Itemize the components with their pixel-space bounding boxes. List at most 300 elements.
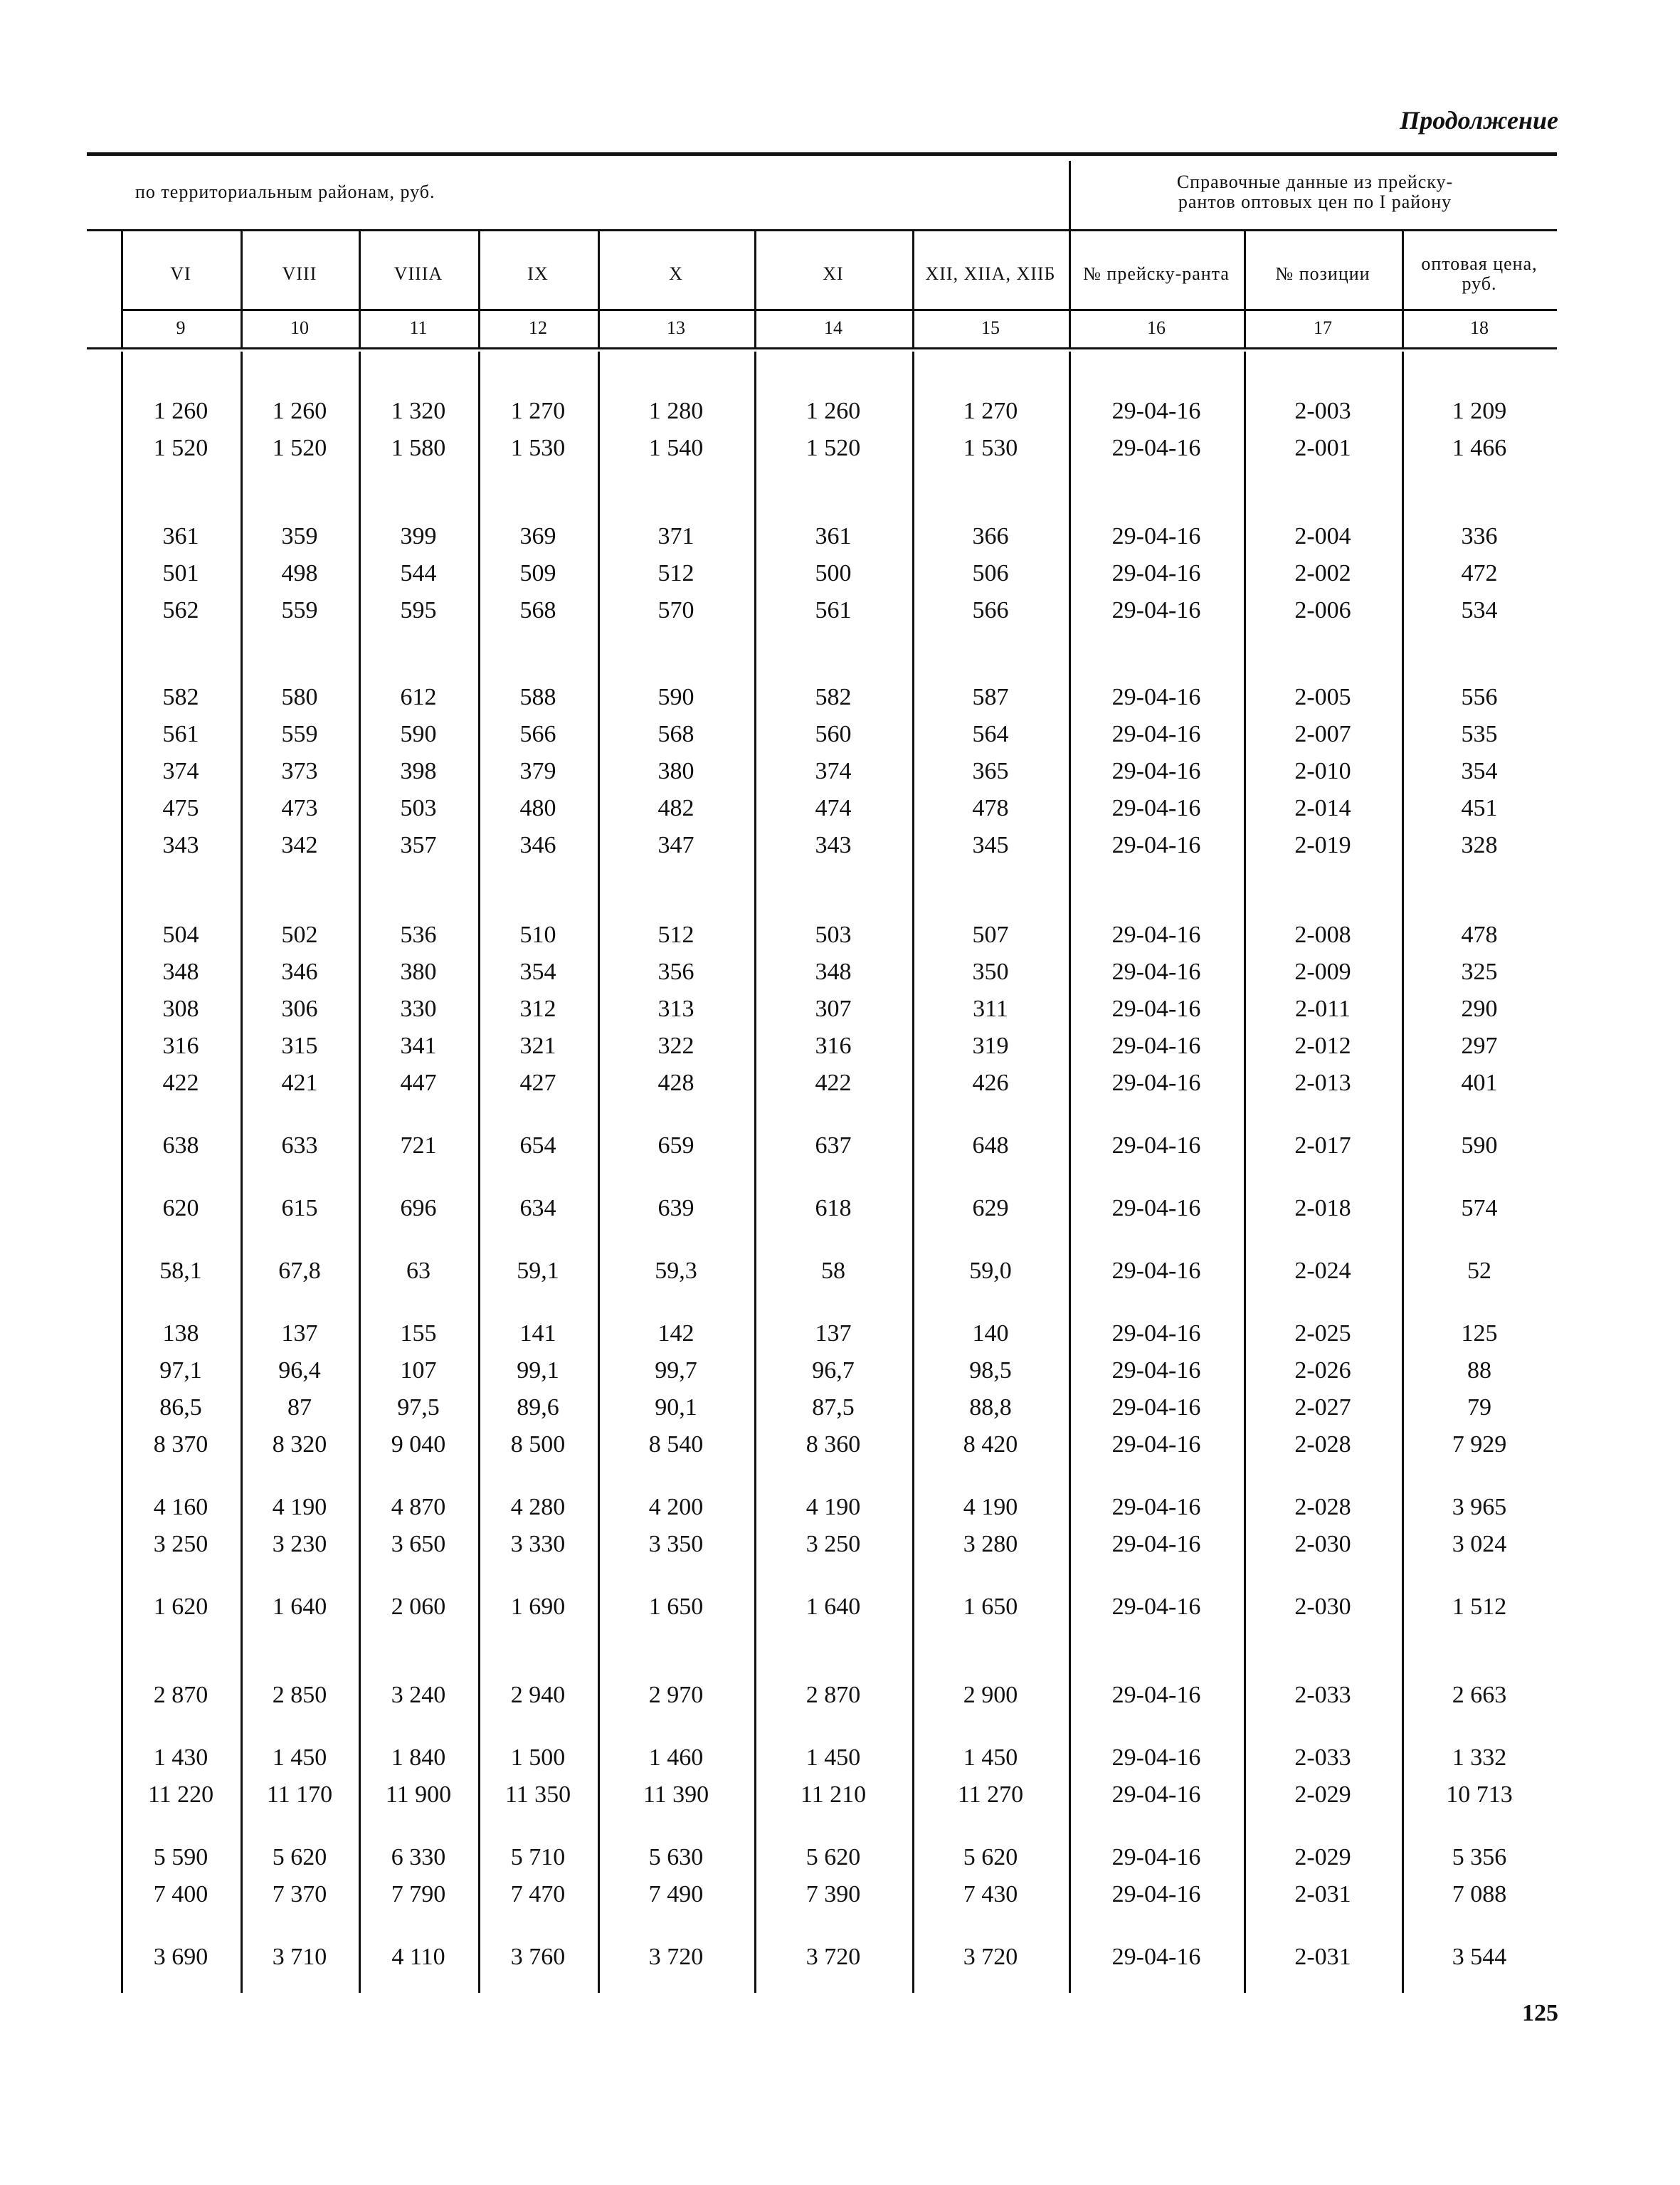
table-cell: 7 370 bbox=[272, 1881, 327, 1907]
column-header: X bbox=[669, 263, 683, 284]
table-cell: 8 540 bbox=[648, 1431, 704, 1458]
table-cell: 357 bbox=[400, 832, 437, 858]
table-cell: 2-033 bbox=[1294, 1682, 1351, 1708]
table-cell: 29-04-16 bbox=[1111, 1744, 1201, 1771]
table-cell: 629 bbox=[972, 1195, 1009, 1221]
table-cell: 2-018 bbox=[1294, 1195, 1351, 1221]
column-header: XII, XIIA, XIIБ bbox=[925, 263, 1056, 284]
table-cell: 8 360 bbox=[805, 1431, 861, 1458]
table-cell: 7 390 bbox=[805, 1881, 861, 1907]
column-number: 17 bbox=[1314, 317, 1332, 338]
table-cell: 422 bbox=[815, 1070, 852, 1096]
table-cell: 29-04-16 bbox=[1111, 1431, 1201, 1458]
table-cell: 107 bbox=[400, 1357, 437, 1384]
table-cell: 482 bbox=[657, 795, 694, 821]
table-cell: 4 870 bbox=[391, 1494, 446, 1520]
table-cell: 618 bbox=[815, 1195, 852, 1221]
column-header: XI bbox=[823, 263, 844, 284]
table-cell: 634 bbox=[519, 1195, 556, 1221]
table-cell: 59,1 bbox=[517, 1258, 559, 1284]
table-cell: 5 620 bbox=[272, 1844, 327, 1870]
table-cell: 8 320 bbox=[272, 1431, 327, 1458]
table-cell: 7 490 bbox=[648, 1881, 704, 1907]
column-header: IX bbox=[527, 263, 549, 284]
table-cell: 3 280 bbox=[963, 1531, 1018, 1557]
table-cell: 475 bbox=[162, 795, 199, 821]
table-cell: 512 bbox=[657, 560, 694, 586]
table-cell: 11 210 bbox=[800, 1781, 867, 1808]
table-cell: 1 650 bbox=[648, 1594, 704, 1620]
table-cell: 2-006 bbox=[1294, 597, 1351, 623]
table-cell: 359 bbox=[281, 523, 318, 549]
table-cell: 29-04-16 bbox=[1111, 684, 1201, 710]
table-cell: 86,5 bbox=[159, 1394, 202, 1421]
table-cell: 422 bbox=[162, 1070, 199, 1096]
table-cell: 63 bbox=[406, 1258, 430, 1284]
table-cell: 588 bbox=[519, 684, 556, 710]
table-cell: 1 620 bbox=[153, 1594, 208, 1620]
table-cell: 568 bbox=[519, 597, 556, 623]
table-cell: 480 bbox=[519, 795, 556, 821]
table-cell: 2-019 bbox=[1294, 832, 1351, 858]
table-cell: 401 bbox=[1461, 1070, 1498, 1096]
table-cell: 11 390 bbox=[643, 1781, 709, 1808]
table-cell: 1 450 bbox=[272, 1744, 327, 1771]
table-cell: 29-04-16 bbox=[1111, 1195, 1201, 1221]
table-cell: 98,5 bbox=[969, 1357, 1012, 1384]
table-cell: 574 bbox=[1461, 1195, 1498, 1221]
table-cell: 29-04-16 bbox=[1111, 959, 1201, 985]
table-cell: 2-031 bbox=[1294, 1881, 1351, 1907]
table-cell: 1 260 bbox=[805, 398, 861, 424]
table-cell: 2-007 bbox=[1294, 721, 1351, 747]
table-cell: 2-013 bbox=[1294, 1070, 1351, 1096]
table-cell: 312 bbox=[519, 996, 556, 1022]
table-cell: 90,1 bbox=[655, 1394, 697, 1421]
table-cell: 509 bbox=[519, 560, 556, 586]
table-cell: 29-04-16 bbox=[1111, 832, 1201, 858]
table-cell: 348 bbox=[815, 959, 852, 985]
table-cell: 564 bbox=[972, 721, 1009, 747]
group-header-reference-line1: Справочные данные из прейску- bbox=[1176, 172, 1454, 192]
table-cell: 398 bbox=[400, 758, 437, 784]
table-cell: 2-009 bbox=[1294, 959, 1351, 985]
table-cell: 8 420 bbox=[963, 1431, 1018, 1458]
table-cell: 29-04-16 bbox=[1111, 1394, 1201, 1421]
table-cell: 3 650 bbox=[391, 1531, 446, 1557]
table-cell: 7 790 bbox=[391, 1881, 446, 1907]
table-cell: 507 bbox=[972, 922, 1009, 948]
table-cell: 322 bbox=[657, 1033, 694, 1059]
column-number: 11 bbox=[409, 317, 428, 338]
table-cell: 8 370 bbox=[153, 1431, 208, 1458]
table-cell: 2-017 bbox=[1294, 1132, 1351, 1159]
table-cell: 366 bbox=[972, 523, 1009, 549]
table-cell: 379 bbox=[519, 758, 556, 784]
table-cell: 3 350 bbox=[648, 1531, 704, 1557]
table-cell: 612 bbox=[400, 684, 437, 710]
table-cell: 11 270 bbox=[957, 1781, 1024, 1808]
table-cell: 5 590 bbox=[153, 1844, 208, 1870]
table-cell: 52 bbox=[1467, 1258, 1491, 1284]
table-cell: 503 bbox=[815, 922, 852, 948]
table-cell: 3 024 bbox=[1452, 1531, 1507, 1557]
table-cell: 2-001 bbox=[1294, 435, 1351, 461]
table-cell: 350 bbox=[972, 959, 1009, 985]
table-cell: 290 bbox=[1461, 996, 1498, 1022]
table-cell: 535 bbox=[1461, 721, 1498, 747]
table-cell: 2-030 bbox=[1294, 1531, 1351, 1557]
table-cell: 1 466 bbox=[1452, 435, 1507, 461]
table-cell: 2-005 bbox=[1294, 684, 1351, 710]
column-header: VI bbox=[170, 263, 191, 284]
table-cell: 637 bbox=[815, 1132, 852, 1159]
table-cell: 99,1 bbox=[517, 1357, 559, 1384]
table-cell: 361 bbox=[162, 523, 199, 549]
table-cell: 315 bbox=[281, 1033, 318, 1059]
table-cell: 1 450 bbox=[963, 1744, 1018, 1771]
group-header-reference bbox=[1074, 172, 1555, 212]
table-cell: 1 332 bbox=[1452, 1744, 1507, 1771]
table-cell: 29-04-16 bbox=[1111, 435, 1201, 461]
table-cell: 29-04-16 bbox=[1111, 922, 1201, 948]
table-cell: 2-003 bbox=[1294, 398, 1351, 424]
table-cell: 2 060 bbox=[391, 1594, 446, 1620]
group-divider bbox=[1069, 161, 1071, 229]
table-cell: 512 bbox=[657, 922, 694, 948]
table-cell: 2-033 bbox=[1294, 1744, 1351, 1771]
table-cell: 29-04-16 bbox=[1111, 1033, 1201, 1059]
table-cell: 2 970 bbox=[648, 1682, 704, 1708]
table-cell: 474 bbox=[815, 795, 852, 821]
table-cell: 2-031 bbox=[1294, 1944, 1351, 1970]
table-cell: 316 bbox=[162, 1033, 199, 1059]
table-cell: 321 bbox=[519, 1033, 556, 1059]
table-cell: 4 200 bbox=[648, 1494, 704, 1520]
table-cell: 451 bbox=[1461, 795, 1498, 821]
table-cell: 96,4 bbox=[278, 1357, 321, 1384]
table-cell: 306 bbox=[281, 996, 318, 1022]
table-cell: 2 940 bbox=[510, 1682, 566, 1708]
table-cell: 4 160 bbox=[153, 1494, 208, 1520]
column-number: 9 bbox=[176, 317, 186, 338]
table-cell: 125 bbox=[1461, 1320, 1498, 1347]
table-cell: 2-011 bbox=[1294, 996, 1351, 1022]
table-cell: 510 bbox=[519, 922, 556, 948]
table-cell: 638 bbox=[162, 1132, 199, 1159]
table-cell: 345 bbox=[972, 832, 1009, 858]
table-cell: 87,5 bbox=[812, 1394, 855, 1421]
table-cell: 1 260 bbox=[153, 398, 208, 424]
table-cell: 1 450 bbox=[805, 1744, 861, 1771]
table-cell: 59,0 bbox=[969, 1258, 1012, 1284]
table-cell: 1 690 bbox=[510, 1594, 566, 1620]
table-cell: 341 bbox=[400, 1033, 437, 1059]
table-cell: 371 bbox=[657, 523, 694, 549]
table-cell: 328 bbox=[1461, 832, 1498, 858]
table-cell: 2-029 bbox=[1294, 1781, 1351, 1808]
table-cell: 1 520 bbox=[805, 435, 861, 461]
table-cell: 10 713 bbox=[1446, 1781, 1513, 1808]
table-cell: 473 bbox=[281, 795, 318, 821]
table-cell: 2-028 bbox=[1294, 1431, 1351, 1458]
table-cell: 426 bbox=[972, 1070, 1009, 1096]
table-cell: 2-028 bbox=[1294, 1494, 1351, 1520]
table-cell: 29-04-16 bbox=[1111, 1682, 1201, 1708]
table-cell: 506 bbox=[972, 560, 1009, 586]
table-cell: 155 bbox=[400, 1320, 437, 1347]
table-cell: 336 bbox=[1461, 523, 1498, 549]
column-header: оптовая цена, руб. bbox=[1421, 253, 1538, 294]
table-cell: 11 350 bbox=[504, 1781, 571, 1808]
table-cell: 96,7 bbox=[812, 1357, 855, 1384]
table-cell: 29-04-16 bbox=[1111, 597, 1201, 623]
table-cell: 1 640 bbox=[805, 1594, 861, 1620]
table-cell: 311 bbox=[973, 996, 1008, 1022]
header-rule bbox=[121, 309, 1557, 311]
table-cell: 29-04-16 bbox=[1111, 1944, 1201, 1970]
table-cell: 8 500 bbox=[510, 1431, 566, 1458]
table-cell: 5 630 bbox=[648, 1844, 704, 1870]
table-cell: 7 430 bbox=[963, 1881, 1018, 1907]
table-cell: 472 bbox=[1461, 560, 1498, 586]
table-cell: 2 900 bbox=[963, 1682, 1018, 1708]
table-cell: 721 bbox=[400, 1132, 437, 1159]
table-cell: 29-04-16 bbox=[1111, 398, 1201, 424]
table-cell: 2-026 bbox=[1294, 1357, 1351, 1384]
table-cell: 142 bbox=[657, 1320, 694, 1347]
table-cell: 504 bbox=[162, 922, 199, 948]
table-cell: 29-04-16 bbox=[1111, 1594, 1201, 1620]
table-cell: 428 bbox=[657, 1070, 694, 1096]
table-cell: 29-04-16 bbox=[1111, 1258, 1201, 1284]
table-cell: 6 330 bbox=[391, 1844, 446, 1870]
table-cell: 399 bbox=[400, 523, 437, 549]
table-cell: 3 710 bbox=[272, 1944, 327, 1970]
table-cell: 88 bbox=[1467, 1357, 1491, 1384]
table-cell: 297 bbox=[1461, 1033, 1498, 1059]
column-number: 10 bbox=[290, 317, 309, 338]
table-cell: 478 bbox=[1461, 922, 1498, 948]
table-cell: 3 544 bbox=[1452, 1944, 1507, 1970]
table-cell: 29-04-16 bbox=[1111, 523, 1201, 549]
column-number: 14 bbox=[824, 317, 842, 338]
table-cell: 140 bbox=[972, 1320, 1009, 1347]
column-number: 15 bbox=[981, 317, 1000, 338]
table-cell: 307 bbox=[815, 996, 852, 1022]
table-cell: 498 bbox=[281, 560, 318, 586]
group-rule-left bbox=[87, 229, 1069, 231]
table-cell: 11 220 bbox=[147, 1781, 214, 1808]
table-cell: 7 088 bbox=[1452, 1881, 1507, 1907]
table-cell: 369 bbox=[519, 523, 556, 549]
table-cell: 447 bbox=[400, 1070, 437, 1096]
table-cell: 88,8 bbox=[969, 1394, 1012, 1421]
table-cell: 313 bbox=[657, 996, 694, 1022]
table-cell: 29-04-16 bbox=[1111, 1494, 1201, 1520]
number-rule bbox=[87, 347, 1557, 349]
table-cell: 3 330 bbox=[510, 1531, 566, 1557]
table-cell: 3 250 bbox=[805, 1531, 861, 1557]
table-cell: 1 460 bbox=[648, 1744, 704, 1771]
table-cell: 1 640 bbox=[272, 1594, 327, 1620]
table-cell: 29-04-16 bbox=[1111, 795, 1201, 821]
table-cell: 2-012 bbox=[1294, 1033, 1351, 1059]
table-cell: 590 bbox=[657, 684, 694, 710]
table-cell: 138 bbox=[162, 1320, 199, 1347]
table-cell: 566 bbox=[519, 721, 556, 747]
table-cell: 29-04-16 bbox=[1111, 1357, 1201, 1384]
table-cell: 2 850 bbox=[272, 1682, 327, 1708]
table-cell: 500 bbox=[815, 560, 852, 586]
table-cell: 137 bbox=[815, 1320, 852, 1347]
table-cell: 1 520 bbox=[272, 435, 327, 461]
table-cell: 59,3 bbox=[655, 1258, 697, 1284]
table-cell: 89,6 bbox=[517, 1394, 559, 1421]
table-cell: 361 bbox=[815, 523, 852, 549]
table-cell: 5 710 bbox=[510, 1844, 566, 1870]
table-cell: 346 bbox=[519, 832, 556, 858]
table-cell: 4 190 bbox=[963, 1494, 1018, 1520]
column-header: № позиции bbox=[1275, 263, 1370, 284]
table-cell: 595 bbox=[400, 597, 437, 623]
table-cell: 1 840 bbox=[391, 1744, 446, 1771]
table-cell: 380 bbox=[400, 959, 437, 985]
table-cell: 4 190 bbox=[805, 1494, 861, 1520]
table-cell: 58 bbox=[821, 1258, 845, 1284]
table-cell: 365 bbox=[972, 758, 1009, 784]
table-cell: 347 bbox=[657, 832, 694, 858]
table-cell: 137 bbox=[281, 1320, 318, 1347]
table-cell: 29-04-16 bbox=[1111, 1844, 1201, 1870]
table-cell: 11 900 bbox=[385, 1781, 452, 1808]
table-cell: 4 280 bbox=[510, 1494, 566, 1520]
table-cell: 141 bbox=[519, 1320, 556, 1347]
table-cell: 4 110 bbox=[391, 1944, 445, 1970]
table-cell: 97,5 bbox=[397, 1394, 440, 1421]
column-number: 12 bbox=[529, 317, 547, 338]
table-cell: 29-04-16 bbox=[1111, 1070, 1201, 1096]
column-header: № прейску-ранта bbox=[1083, 263, 1230, 284]
table-cell: 2 870 bbox=[153, 1682, 208, 1708]
table-cell: 696 bbox=[400, 1195, 437, 1221]
table-cell: 380 bbox=[657, 758, 694, 784]
table-cell: 29-04-16 bbox=[1111, 721, 1201, 747]
table-cell: 560 bbox=[815, 721, 852, 747]
table-cell: 29-04-16 bbox=[1111, 996, 1201, 1022]
table-cell: 659 bbox=[657, 1132, 694, 1159]
table-cell: 2 870 bbox=[805, 1682, 861, 1708]
table-cell: 374 bbox=[162, 758, 199, 784]
table-cell: 2-029 bbox=[1294, 1844, 1351, 1870]
table-cell: 587 bbox=[972, 684, 1009, 710]
page-number: 125 bbox=[1522, 2000, 1558, 2026]
table-cell: 97,1 bbox=[159, 1357, 202, 1384]
table-cell: 7 470 bbox=[510, 1881, 566, 1907]
table-cell: 29-04-16 bbox=[1111, 1132, 1201, 1159]
table-cell: 2 663 bbox=[1452, 1682, 1507, 1708]
table-cell: 9 040 bbox=[391, 1431, 446, 1458]
group-header-reference-line2: рантов оптовых цен по I району bbox=[1178, 191, 1452, 212]
table-cell: 3 720 bbox=[963, 1944, 1018, 1970]
table-cell: 427 bbox=[519, 1070, 556, 1096]
table-cell: 1 520 bbox=[153, 435, 208, 461]
table-cell: 639 bbox=[657, 1195, 694, 1221]
table-cell: 3 720 bbox=[648, 1944, 704, 1970]
table-cell: 5 620 bbox=[805, 1844, 861, 1870]
table-cell: 3 250 bbox=[153, 1531, 208, 1557]
table-cell: 3 965 bbox=[1452, 1494, 1507, 1520]
table-cell: 348 bbox=[162, 959, 199, 985]
table-cell: 29-04-16 bbox=[1111, 1881, 1201, 1907]
table-cell: 2-025 bbox=[1294, 1320, 1351, 1347]
table-cell: 7 400 bbox=[153, 1881, 208, 1907]
table-cell: 1 530 bbox=[510, 435, 566, 461]
table-cell: 1 500 bbox=[510, 1744, 566, 1771]
table-cell: 3 230 bbox=[272, 1531, 327, 1557]
table-cell: 87 bbox=[287, 1394, 312, 1421]
table-cell: 590 bbox=[1461, 1132, 1498, 1159]
table-cell: 319 bbox=[972, 1033, 1009, 1059]
table-cell: 559 bbox=[281, 597, 318, 623]
table-cell: 5 620 bbox=[963, 1844, 1018, 1870]
table-cell: 562 bbox=[162, 597, 199, 623]
table-cell: 1 540 bbox=[648, 435, 704, 461]
table-cell: 342 bbox=[281, 832, 318, 858]
table-cell: 29-04-16 bbox=[1111, 1531, 1201, 1557]
table-cell: 3 760 bbox=[510, 1944, 566, 1970]
column-header: VIIIA bbox=[393, 263, 443, 284]
table-cell: 620 bbox=[162, 1195, 199, 1221]
table-cell: 2-008 bbox=[1294, 922, 1351, 948]
table-cell: 5 356 bbox=[1452, 1844, 1507, 1870]
table-cell: 343 bbox=[162, 832, 199, 858]
table-cell: 568 bbox=[657, 721, 694, 747]
table-cell: 325 bbox=[1461, 959, 1498, 985]
table-cell: 580 bbox=[281, 684, 318, 710]
table-cell: 1 270 bbox=[510, 398, 566, 424]
table-cell: 2-030 bbox=[1294, 1594, 1351, 1620]
table-cell: 1 209 bbox=[1452, 398, 1507, 424]
table-cell: 29-04-16 bbox=[1111, 1320, 1201, 1347]
table-cell: 2-004 bbox=[1294, 523, 1351, 549]
table-cell: 330 bbox=[400, 996, 437, 1022]
table-cell: 356 bbox=[657, 959, 694, 985]
table-cell: 3 240 bbox=[391, 1682, 446, 1708]
table-cell: 1 260 bbox=[272, 398, 327, 424]
table-cell: 29-04-16 bbox=[1111, 1781, 1201, 1808]
table-cell: 561 bbox=[815, 597, 852, 623]
table-cell: 615 bbox=[281, 1195, 318, 1221]
table-cell: 316 bbox=[815, 1033, 852, 1059]
table-cell: 582 bbox=[162, 684, 199, 710]
table-cell: 99,7 bbox=[655, 1357, 697, 1384]
table-cell: 633 bbox=[281, 1132, 318, 1159]
table-cell: 354 bbox=[519, 959, 556, 985]
table-cell: 79 bbox=[1467, 1394, 1491, 1421]
table-cell: 1 580 bbox=[391, 435, 446, 461]
group-header-territorial: по территориальным районам, руб. bbox=[135, 181, 435, 202]
column-number: 16 bbox=[1147, 317, 1166, 338]
table-cell: 3 690 bbox=[153, 1944, 208, 1970]
table-cell: 2-027 bbox=[1294, 1394, 1351, 1421]
table-cell: 67,8 bbox=[278, 1258, 321, 1284]
table-cell: 1 320 bbox=[391, 398, 446, 424]
table-cell: 1 280 bbox=[648, 398, 704, 424]
table-cell: 11 170 bbox=[266, 1781, 333, 1808]
column-number: 13 bbox=[667, 317, 685, 338]
table-cell: 1 650 bbox=[963, 1594, 1018, 1620]
